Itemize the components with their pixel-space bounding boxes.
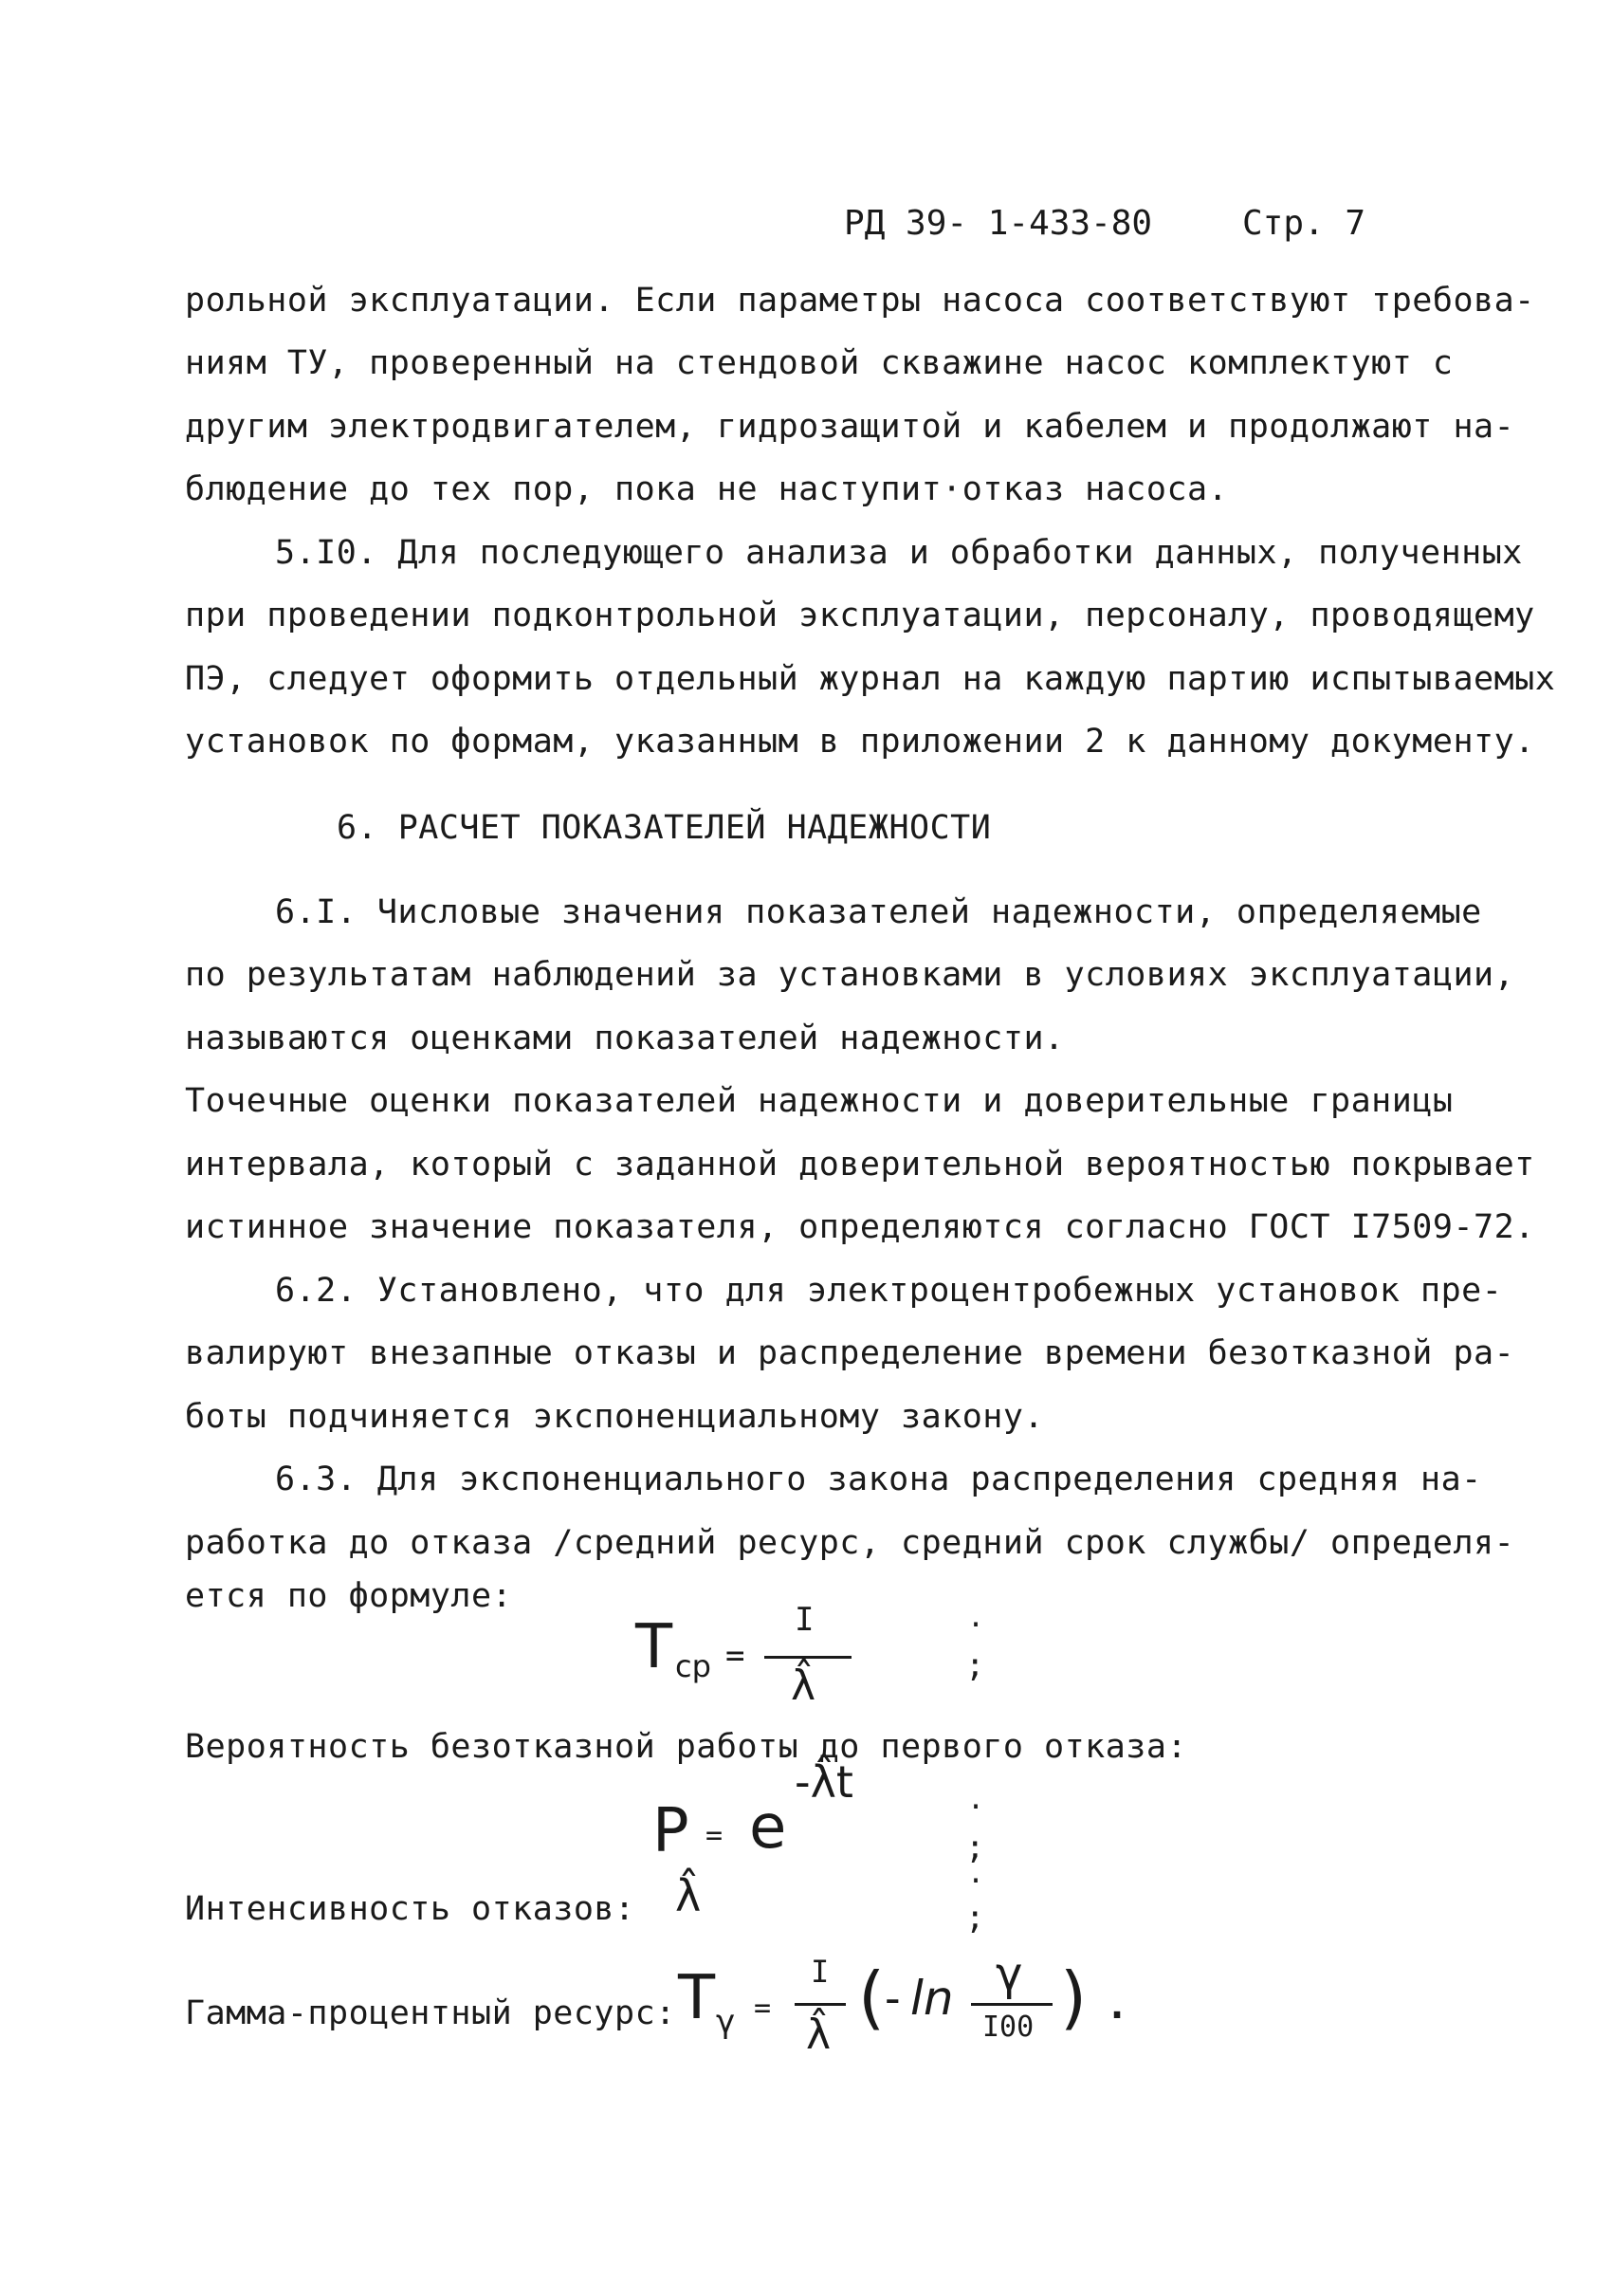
text-line: 5.I0. Для последующего анализа и обработки данных, полученных xyxy=(275,534,1523,572)
fraction-bar xyxy=(764,1656,852,1659)
text-line: истинное значение показателя, определяются согласно ГОСТ I7509-72. xyxy=(185,1208,1535,1246)
text-line: по результатам наблюдений за установками в условиях эксплуатации, xyxy=(185,956,1515,994)
formula-p: P xyxy=(652,1796,689,1866)
text-line: Интенсивность отказов: xyxy=(185,1890,635,1928)
text-line: рольной эксплуатации. Если параметры насоса соответствуют требова- xyxy=(185,282,1535,320)
fraction-numerator: I xyxy=(795,1601,815,1639)
text-line: ПЭ, следует оформить отдельный журнал на каждую партию испытываемых xyxy=(185,660,1556,698)
punctuation: . xyxy=(967,1601,985,1634)
text-line: при проведении подконтрольной эксплуатации, персоналу, проводящему xyxy=(185,597,1535,634)
text-line: другим электродвигателем, гидрозащитой и кабелем и продолжают на- xyxy=(185,408,1515,446)
formula-t: T xyxy=(678,1963,716,2033)
formula-lambda: λ̂ xyxy=(675,1870,702,1921)
formula-sub: ср xyxy=(675,1648,711,1684)
formula-exponent: -λ̂t xyxy=(795,1756,853,1808)
text-line: интервала, который с заданной доверительной вероятностью покрывает xyxy=(185,1146,1535,1184)
fraction-bar xyxy=(795,2003,846,2006)
text-line: ется по формуле: xyxy=(185,1577,513,1615)
inner-numerator: γ xyxy=(996,1948,1023,2001)
paren-open: ( xyxy=(858,1957,886,2037)
text-line: блюдение до тех пор, пока не наступит·отказ насоса. xyxy=(185,470,1229,508)
text-line: 6.I. Числовые значения показателей надежности, определяемые xyxy=(275,893,1482,931)
fraction-denominator: λ̂ xyxy=(791,1662,816,1710)
inner-denominator: I00 xyxy=(982,2011,1035,2044)
text-line: валируют внезапные отказы и распределение времени безотказной ра- xyxy=(185,1334,1515,1372)
punctuation: . xyxy=(1106,1984,1129,2028)
equals-sign: = xyxy=(705,1819,724,1852)
text-line: называются оценками показателей надежности. xyxy=(185,1019,1065,1057)
equals-sign: = xyxy=(725,1637,745,1675)
text-line: Точечные оценки показателей надежности и доверительные границы xyxy=(185,1082,1454,1120)
text-line: 6.2. Установлено, что для электроцентробежных установок пре- xyxy=(275,1272,1503,1310)
doc-code: РД 39- 1-433-80 xyxy=(844,204,1153,243)
section-heading: 6. РАСЧЕТ ПОКАЗАТЕЛЕЙ НАДЕЖНОСТИ xyxy=(337,809,992,847)
formula-ln: ln xyxy=(910,1971,954,2026)
formula-t: T xyxy=(635,1612,673,1682)
paren-close: ) xyxy=(1060,1957,1088,2037)
punctuation: . xyxy=(967,1857,985,1890)
equals-sign: = xyxy=(754,1992,772,2025)
minus-sign: - xyxy=(885,1973,901,2024)
text-line: работка до отказа /средний ресурс, средний срок службы/ определя- xyxy=(185,1524,1515,1562)
fraction-numerator: I xyxy=(811,1954,830,1990)
formula-sub: γ xyxy=(716,2003,736,2041)
page-number: Стр. 7 xyxy=(1242,204,1366,243)
inner-fraction-bar xyxy=(971,2003,1053,2006)
text-line: боты подчиняется экспоненциальному закону. xyxy=(185,1398,1045,1436)
text-line: 6.3. Для экспоненциального закона распределения средняя на- xyxy=(275,1460,1482,1498)
punctuation: . xyxy=(967,1783,985,1816)
text-line: ниям ТУ, проверенный на стендовой скважине насос комплектуют с xyxy=(185,344,1454,382)
text-line: Гамма-процентный ресурс: xyxy=(185,1994,676,2032)
formula-e: e xyxy=(749,1792,787,1863)
punctuation: ; xyxy=(965,1646,985,1684)
fraction-denominator: λ̂ xyxy=(806,2011,832,2059)
text-line: установок по формам, указанным в приложении 2 к данному документу. xyxy=(185,723,1535,761)
text-line: Вероятность безотказной работы до первого отказа: xyxy=(185,1728,1188,1766)
punctuation: ; xyxy=(965,1899,985,1937)
punctuation: ; xyxy=(965,1828,985,1866)
